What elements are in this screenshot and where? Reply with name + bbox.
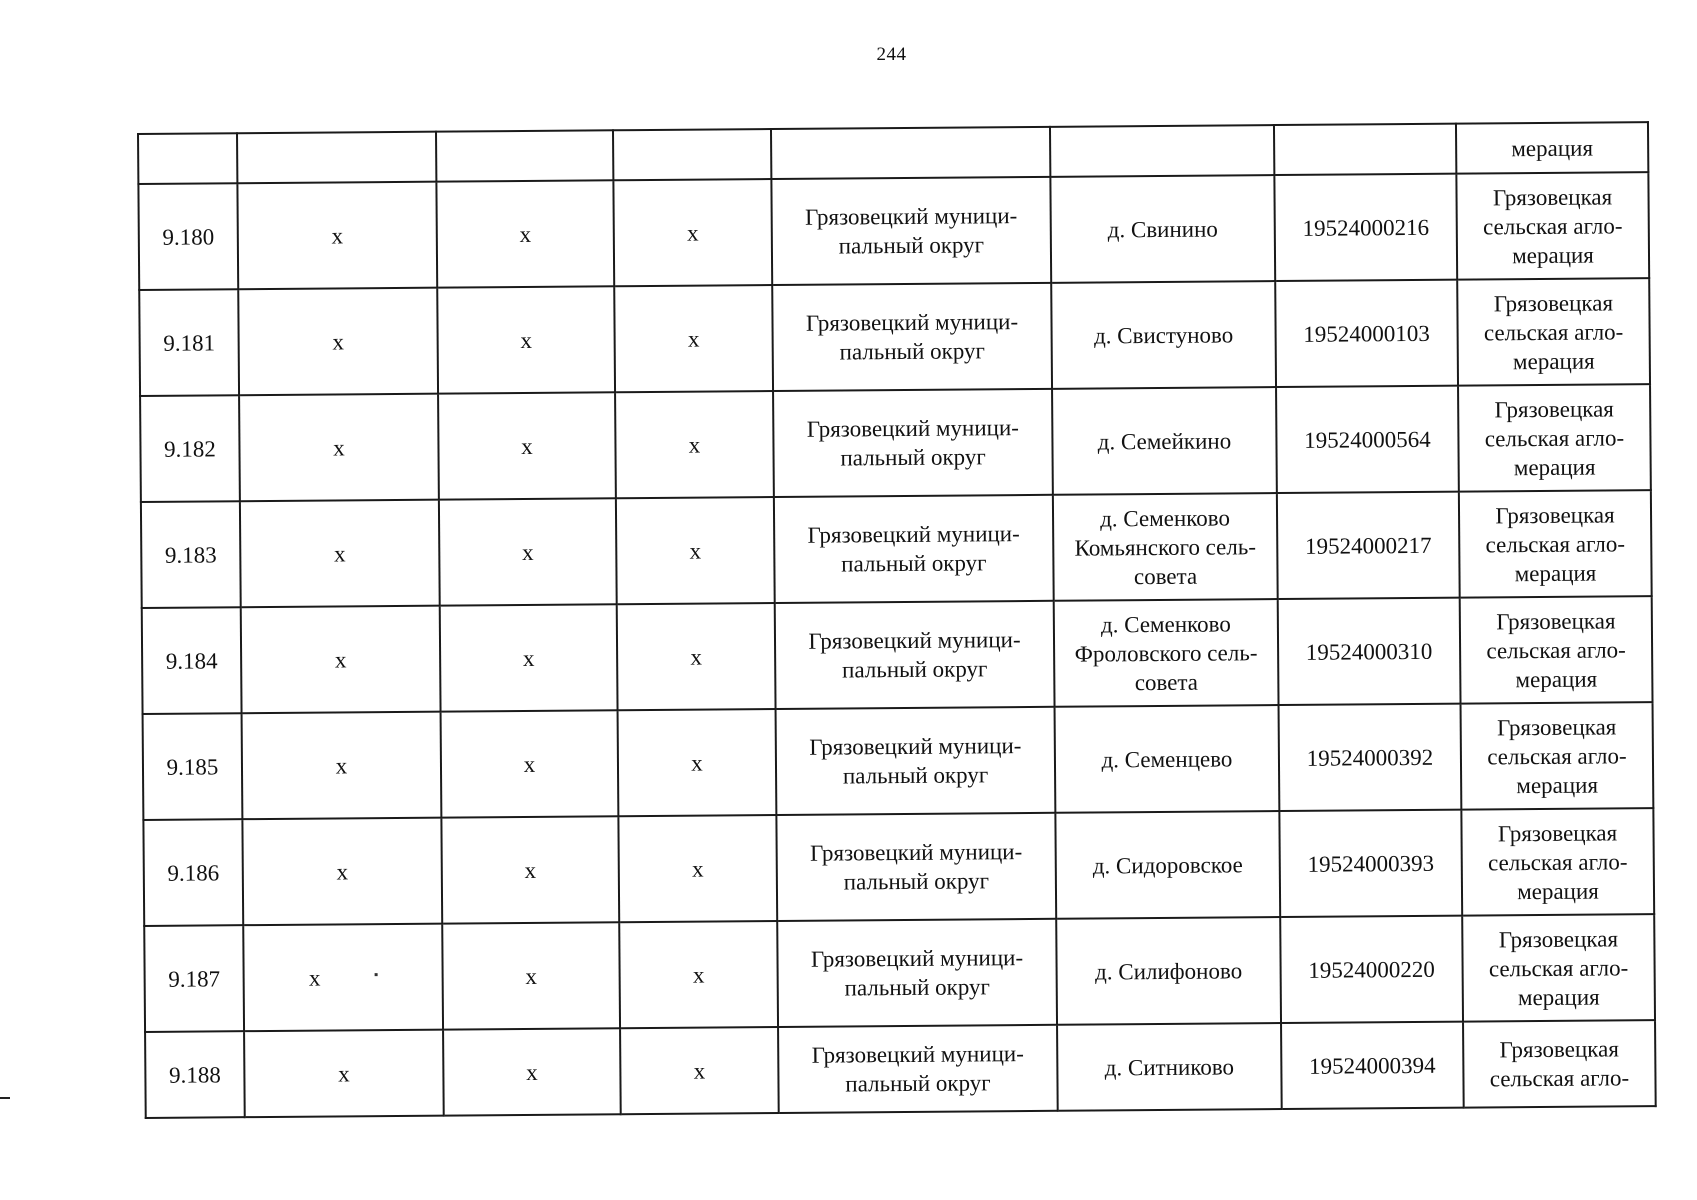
cell-agglomeration bbox=[1463, 1020, 1656, 1108]
cell-locality-text: д. Семенково Комьянского сель- совета bbox=[1074, 504, 1257, 589]
cell-code-text: 19524000220 bbox=[1308, 956, 1435, 983]
cell-num bbox=[141, 501, 241, 608]
cell-num bbox=[142, 607, 242, 714]
cell-locality bbox=[1050, 175, 1275, 283]
registry-table-container bbox=[137, 121, 1655, 1119]
cell-locality-text: д. Свинино bbox=[1107, 216, 1218, 242]
cell-num bbox=[143, 713, 243, 820]
cell-district bbox=[771, 127, 1050, 179]
cell-num bbox=[140, 395, 240, 502]
cell-col4-text: x bbox=[688, 432, 701, 458]
cell-locality bbox=[1056, 917, 1281, 1025]
cell-col4 bbox=[618, 709, 777, 816]
cell-col4 bbox=[613, 129, 771, 180]
cell-code bbox=[1277, 492, 1460, 599]
cell-district-text: Грязовецкий муници- пальный округ bbox=[806, 415, 1020, 471]
cell-code bbox=[1281, 1022, 1464, 1109]
cell-col2-text: x bbox=[332, 328, 344, 354]
scan-speck bbox=[374, 973, 377, 976]
cell-code bbox=[1278, 598, 1461, 705]
cell-col3 bbox=[441, 816, 619, 923]
cell-col3 bbox=[436, 180, 614, 287]
cell-col4 bbox=[619, 921, 778, 1028]
cell-col2 bbox=[238, 288, 438, 396]
cell-locality bbox=[1055, 811, 1280, 919]
cell-code-text: 19524000103 bbox=[1303, 320, 1430, 347]
cell-agglomeration-text: Грязовецкая сельская агло- мерация bbox=[1482, 183, 1623, 268]
cell-col3-text: x bbox=[523, 751, 536, 777]
cell-locality bbox=[1055, 705, 1280, 813]
table-row bbox=[142, 596, 1653, 714]
cell-district bbox=[772, 283, 1052, 391]
cell-locality bbox=[1053, 493, 1278, 601]
cell-agglomeration bbox=[1457, 278, 1650, 386]
cell-col4-text: x bbox=[687, 326, 700, 352]
cell-agglomeration-text: Грязовецкая сельская агло- мерация bbox=[1485, 501, 1626, 586]
cell-col2-text: x bbox=[335, 752, 348, 778]
cell-col3-text: x bbox=[521, 539, 534, 565]
cell-code bbox=[1274, 174, 1457, 281]
cell-code bbox=[1279, 704, 1462, 811]
cell-code-text: 19524000217 bbox=[1304, 532, 1432, 559]
cell-col2-text: x bbox=[336, 858, 349, 884]
cell-num bbox=[138, 183, 238, 290]
cell-district-text: Грязовецкий муници- пальный округ bbox=[811, 1041, 1024, 1097]
cell-code-text: 19524000216 bbox=[1302, 214, 1430, 241]
scan-edge-mark bbox=[0, 1097, 10, 1099]
cell-district-text: Грязовецкий муници- пальный округ bbox=[805, 309, 1019, 365]
cell-num bbox=[139, 289, 239, 396]
cell-num-text: 9.185 bbox=[166, 753, 219, 780]
cell-agglomeration bbox=[1456, 172, 1649, 280]
cell-col4-text: x bbox=[689, 538, 702, 564]
cell-num bbox=[144, 925, 244, 1032]
cell-code bbox=[1274, 124, 1456, 175]
cell-locality-text: д. Семенцево bbox=[1101, 745, 1233, 772]
cell-col3-text: x bbox=[526, 1059, 538, 1085]
cell-district bbox=[774, 495, 1054, 603]
cell-num-text: 9.182 bbox=[164, 435, 216, 462]
cell-col4-text: x bbox=[691, 856, 704, 882]
cell-agglomeration bbox=[1460, 596, 1653, 704]
cell-col4 bbox=[620, 1027, 779, 1114]
cell-code bbox=[1280, 916, 1463, 1023]
cell-col3 bbox=[437, 286, 615, 393]
cell-col4 bbox=[617, 603, 776, 710]
cell-locality-text: д. Свистуново bbox=[1093, 321, 1234, 348]
cell-num bbox=[145, 1031, 245, 1118]
cell-col2 bbox=[243, 924, 443, 1032]
cell-col2-text: x bbox=[333, 434, 345, 460]
cell-locality-text: д. Силифоново bbox=[1094, 957, 1243, 985]
cell-code-text: 19524000310 bbox=[1305, 638, 1433, 665]
table-row bbox=[138, 172, 1649, 290]
cell-col2-text: x bbox=[331, 222, 344, 248]
cell-col2-text: x bbox=[308, 965, 321, 991]
cell-agglomeration bbox=[1458, 384, 1651, 492]
cell-col4-text: x bbox=[692, 962, 705, 988]
table-row bbox=[140, 384, 1651, 502]
table-row bbox=[139, 278, 1650, 396]
cell-district bbox=[777, 919, 1057, 1027]
cell-col4-text: x bbox=[686, 220, 699, 246]
cell-locality bbox=[1052, 387, 1277, 495]
page-number: 244 bbox=[876, 44, 907, 65]
cell-col2 bbox=[244, 1030, 444, 1118]
cell-locality bbox=[1054, 599, 1279, 707]
cell-col3-text: x bbox=[525, 963, 537, 989]
cell-code-text: 19524000393 bbox=[1307, 850, 1435, 877]
cell-col3-text: x bbox=[520, 327, 532, 353]
cell-col2 bbox=[241, 606, 441, 714]
cell-locality-text: д. Семенково Фроловского сель- совета bbox=[1074, 610, 1258, 695]
cell-locality bbox=[1051, 281, 1276, 389]
cell-code bbox=[1275, 280, 1458, 387]
cell-agglomeration bbox=[1462, 914, 1655, 1022]
cell-num bbox=[138, 133, 237, 184]
cell-district-text: Грязовецкий муници- пальный округ bbox=[809, 733, 1022, 789]
cell-agglomeration-text: Грязовецкая сельская агло- мерация bbox=[1483, 289, 1624, 374]
cell-code bbox=[1276, 386, 1459, 493]
cell-num-text: 9.184 bbox=[165, 647, 218, 674]
cell-col4-text: x bbox=[690, 644, 702, 670]
cell-district bbox=[776, 707, 1056, 815]
cell-district-text: Грязовецкий муници- пальный округ bbox=[808, 627, 1021, 683]
cell-col2 bbox=[240, 500, 440, 608]
cell-col4 bbox=[615, 391, 774, 498]
cell-col3 bbox=[439, 498, 617, 605]
cell-district bbox=[771, 177, 1051, 285]
cell-agglomeration: мерация bbox=[1456, 122, 1648, 174]
cell-locality bbox=[1057, 1023, 1282, 1111]
cell-col2-text: x bbox=[333, 540, 346, 566]
cell-agglomeration-text: Грязовецкая сельская агло- bbox=[1489, 1036, 1630, 1092]
table-row bbox=[145, 1020, 1656, 1118]
cell-col3-text: x bbox=[524, 857, 537, 883]
cell-locality-text: д. Ситниково bbox=[1104, 1053, 1235, 1080]
table-row bbox=[143, 808, 1654, 926]
cell-locality-text: д. Сидоровское bbox=[1092, 851, 1243, 879]
cell-agglomeration-text: Грязовецкая сельская агло- мерация bbox=[1486, 607, 1626, 692]
cell-agglomeration bbox=[1459, 490, 1652, 598]
cell-col3 bbox=[440, 604, 618, 711]
cell-col3 bbox=[442, 922, 620, 1029]
cell-locality bbox=[1050, 125, 1274, 177]
cell-num-text: 9.180 bbox=[162, 223, 215, 250]
cell-col3-text: x bbox=[519, 221, 532, 247]
cell-num bbox=[143, 819, 243, 926]
cell-code-text: 19524000394 bbox=[1309, 1052, 1436, 1079]
cell-agglomeration bbox=[1461, 808, 1654, 916]
cell-district bbox=[778, 1025, 1058, 1113]
cell-agglomeration bbox=[1461, 702, 1654, 810]
cell-locality-text: д. Семейкино bbox=[1097, 427, 1232, 454]
cell-col2 bbox=[237, 132, 436, 184]
cell-col2 bbox=[239, 394, 439, 502]
cell-col2-text: x bbox=[338, 1060, 350, 1086]
cell-col3 bbox=[436, 130, 613, 181]
cell-col3 bbox=[441, 710, 619, 817]
cell-col2 bbox=[242, 818, 442, 926]
cell-code-text: 19524000392 bbox=[1306, 744, 1434, 771]
cell-agglomeration-text: Грязовецкая сельская агло- мерация bbox=[1487, 819, 1628, 904]
table-row bbox=[144, 914, 1655, 1032]
cell-district-text: Грязовецкий муници- пальный округ bbox=[810, 945, 1024, 1001]
cell-district-text: Грязовецкий муници- пальный округ bbox=[810, 839, 1023, 895]
cell-agglomeration-text: Грязовецкая сельская агло- мерация bbox=[1488, 925, 1629, 1010]
cell-col4 bbox=[614, 285, 773, 392]
registry-table-body bbox=[138, 122, 1656, 1118]
cell-col3 bbox=[443, 1028, 621, 1115]
cell-district bbox=[773, 389, 1053, 497]
cell-col4 bbox=[613, 179, 772, 286]
table-row bbox=[143, 702, 1654, 820]
cell-col4-text: x bbox=[693, 1058, 706, 1084]
cell-col3-text: x bbox=[521, 433, 533, 459]
cell-agglomeration-text: Грязовецкая сельская агло- мерация bbox=[1484, 395, 1625, 480]
cell-num-text: 9.186 bbox=[167, 859, 220, 886]
cell-num-text: 9.183 bbox=[164, 541, 217, 568]
cell-col4 bbox=[616, 497, 775, 604]
cell-code-text: 19524000564 bbox=[1304, 426, 1431, 453]
cell-agglomeration-text: Грязовецкая сельская агло- мерация bbox=[1487, 713, 1627, 798]
cell-num-text: 9.188 bbox=[168, 1061, 221, 1088]
cell-num-text: 9.187 bbox=[168, 965, 221, 992]
cell-num-text: 9.181 bbox=[163, 329, 216, 356]
cell-col2-text: x bbox=[334, 646, 347, 672]
table-row bbox=[141, 490, 1652, 608]
cell-col2 bbox=[242, 712, 442, 820]
cell-col2 bbox=[237, 182, 437, 290]
cell-district bbox=[775, 601, 1055, 709]
cell-district-text: Грязовецкий муници- пальный округ bbox=[807, 521, 1020, 577]
cell-col4 bbox=[618, 815, 777, 922]
cell-col3-text: x bbox=[522, 645, 535, 671]
cell-col3 bbox=[438, 392, 616, 499]
cell-code bbox=[1279, 810, 1462, 917]
cell-col4-text: x bbox=[691, 750, 703, 776]
cell-district bbox=[776, 813, 1056, 921]
cell-district-text: Грязовецкий муници- пальный округ bbox=[805, 203, 1018, 259]
registry-table bbox=[137, 121, 1657, 1119]
